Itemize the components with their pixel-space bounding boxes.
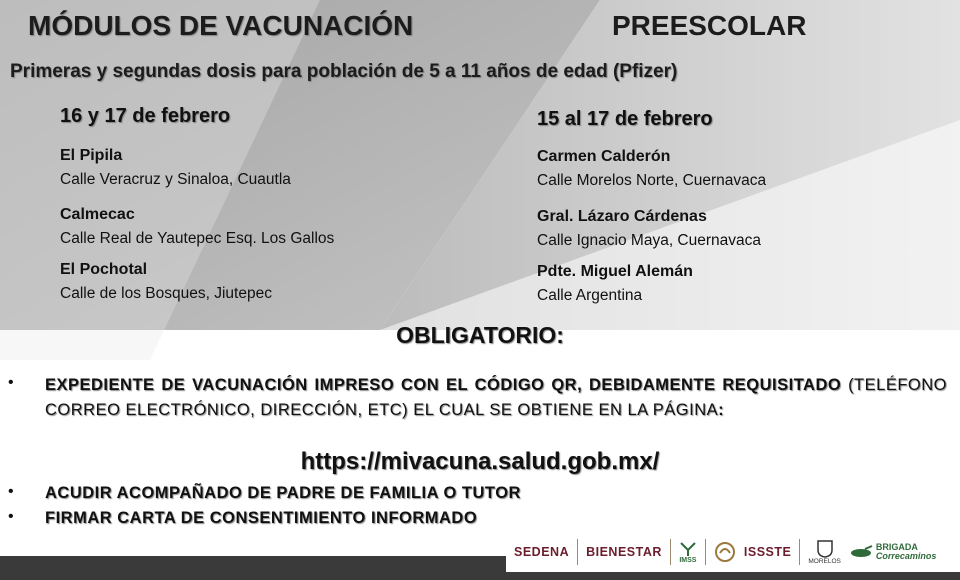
logo-divider	[670, 539, 671, 565]
roadrunner-icon	[849, 545, 873, 559]
requirements-heading: OBLIGATORIO:	[396, 322, 564, 348]
bienestar-logo: BIENESTAR	[586, 545, 662, 559]
imss-logo: IMSS	[679, 541, 697, 564]
requirement-colon: :	[718, 400, 725, 419]
logo-divider	[705, 539, 706, 565]
issste-logo: ISSSTE	[743, 545, 792, 559]
location-address: Calle Veracruz y Sinaloa, Cuautla	[60, 171, 291, 188]
location-address: Calle Morelos Norte, Cuernavaca	[537, 172, 767, 189]
location-name: Gral. Lázaro Cárdenas	[537, 208, 707, 225]
imss-emblem-icon	[679, 541, 697, 557]
location-address: Calle Real de Yautepec Esq. Los Gallos	[60, 230, 335, 247]
level-title: PREESCOLAR	[612, 10, 807, 41]
requirement-item	[45, 509, 477, 528]
location-name: El Pochotal	[60, 261, 148, 278]
page-title: MÓDULOS DE VACUNACIÓN	[28, 10, 414, 41]
right-date: 15 al 17 de febrero	[537, 108, 713, 130]
sedena-logo: SEDENA	[514, 545, 570, 559]
left-date: 16 y 17 de febrero	[60, 105, 231, 127]
issste-emblem-icon	[714, 541, 736, 563]
location-name: El Pipila	[60, 147, 123, 164]
morelos-shield-icon	[817, 540, 833, 558]
location-name: Carmen Calderón	[537, 148, 671, 165]
footer-logos	[506, 532, 960, 572]
requirement-bold-text: EXPEDIENTE DE VACUNACIÓN IMPRESO CON EL CÓDIGO QR, DEBIDAMENTE REQUISITADO	[45, 376, 842, 394]
bullet-icon: •	[8, 508, 14, 525]
bullet-icon: •	[8, 374, 14, 391]
location-address: Calle Argentina	[537, 287, 643, 304]
brigada-logo: BRIGADA Correcaminos	[849, 543, 937, 561]
location-address: Calle de los Bosques, Jiutepec	[60, 285, 272, 302]
logo-divider	[799, 539, 800, 565]
location-name: Pdte. Miguel Alemán	[537, 263, 693, 280]
requirement-item	[45, 373, 947, 422]
requirement-bold-text: ACUDIR ACOMPAÑADO DE PADRE DE FAMILIA O TUTOR	[45, 484, 521, 502]
requirement-bold-text: FIRMAR CARTA DE CONSENTIMIENTO INFORMADO	[45, 509, 478, 527]
subtitle: Primeras y segundas dosis para población de 5 a 11 años de edad (Pfizer)	[10, 61, 678, 82]
bullet-icon: •	[8, 483, 14, 500]
logo-divider	[577, 539, 578, 565]
morelos-logo: MORELOS	[808, 540, 841, 565]
location-name: Calmecac	[60, 206, 135, 223]
requirement-detail-text: (TELÉFONO CORREO ELECTRÓNICO, DIRECCIÓN, ETC) EL CUAL SE OBTIENE EN LA PÁGINA	[45, 376, 947, 419]
location-address: Calle Ignacio Maya, Cuernavaca	[537, 232, 762, 249]
vaccine-portal-link[interactable]: https://mivacuna.salud.gob.mx/	[300, 448, 660, 475]
requirement-item	[45, 484, 521, 503]
